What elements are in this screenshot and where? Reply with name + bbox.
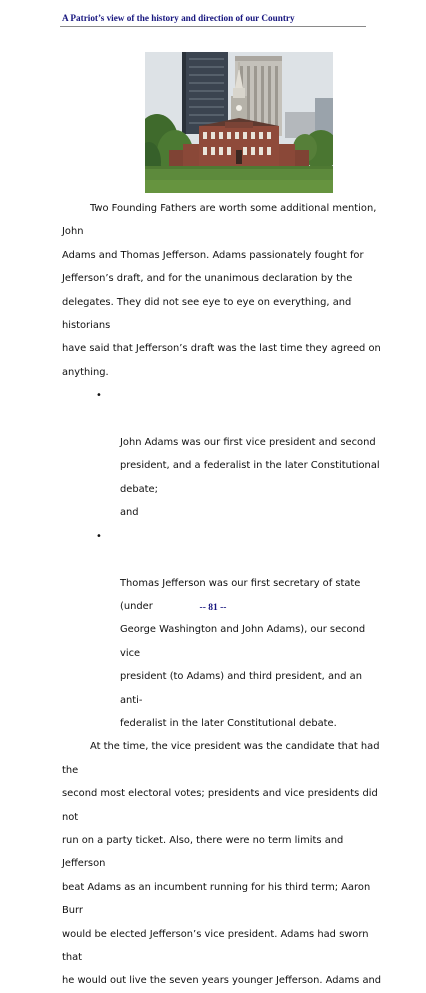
bullet-text: John Adams was our first vice president and second president, and a federalist in the later Constitutional debate; and [120,437,380,519]
bullet-item-thomas-jefferson [62,525,382,736]
header-rule [60,26,366,27]
bullet-text: Thomas Jefferson was our first secretary of state (under George Washington and John Adams), our second vice president (to Adams) and third president, and an anti- federalist in the later Constitutional debate. [120,577,366,729]
bullet-item-john-adams [62,384,382,524]
running-header-title: A Patriot’s view of the history and direction of our Country [62,13,295,23]
page-number: -- 81 -- [199,603,227,613]
paragraph-founding-fathers: Two Founding Fathers are worth some additional mention, John Adams and Thomas Jefferson. Adams passionately fought for Jefferson’s draft, and for the unanimous declaration by the delegates. They did not see eye to eye on everything, and historians have said that Jefferson’s draft was the last time they agreed on anything. [62,203,381,378]
paragraph-vice-president: At the time, the vice president was the candidate that had the second most electoral votes; presidents and vice presidents did not run on a party ticket. Also, there were no term limits and Jefferson beat Adams as an incumbent running for his third term; Aaron Burr would be elected Jefferson’s vice president. Adams had sworn that he would out live the seven years younger Jefferson. Adams and [62,741,382,987]
bullet-list [62,384,382,735]
bullet-icon: • [96,390,102,402]
body-text [62,197,382,993]
bullet-icon: • [96,530,102,542]
independence-hall-image [145,52,333,193]
independence-hall-photo [145,52,333,193]
